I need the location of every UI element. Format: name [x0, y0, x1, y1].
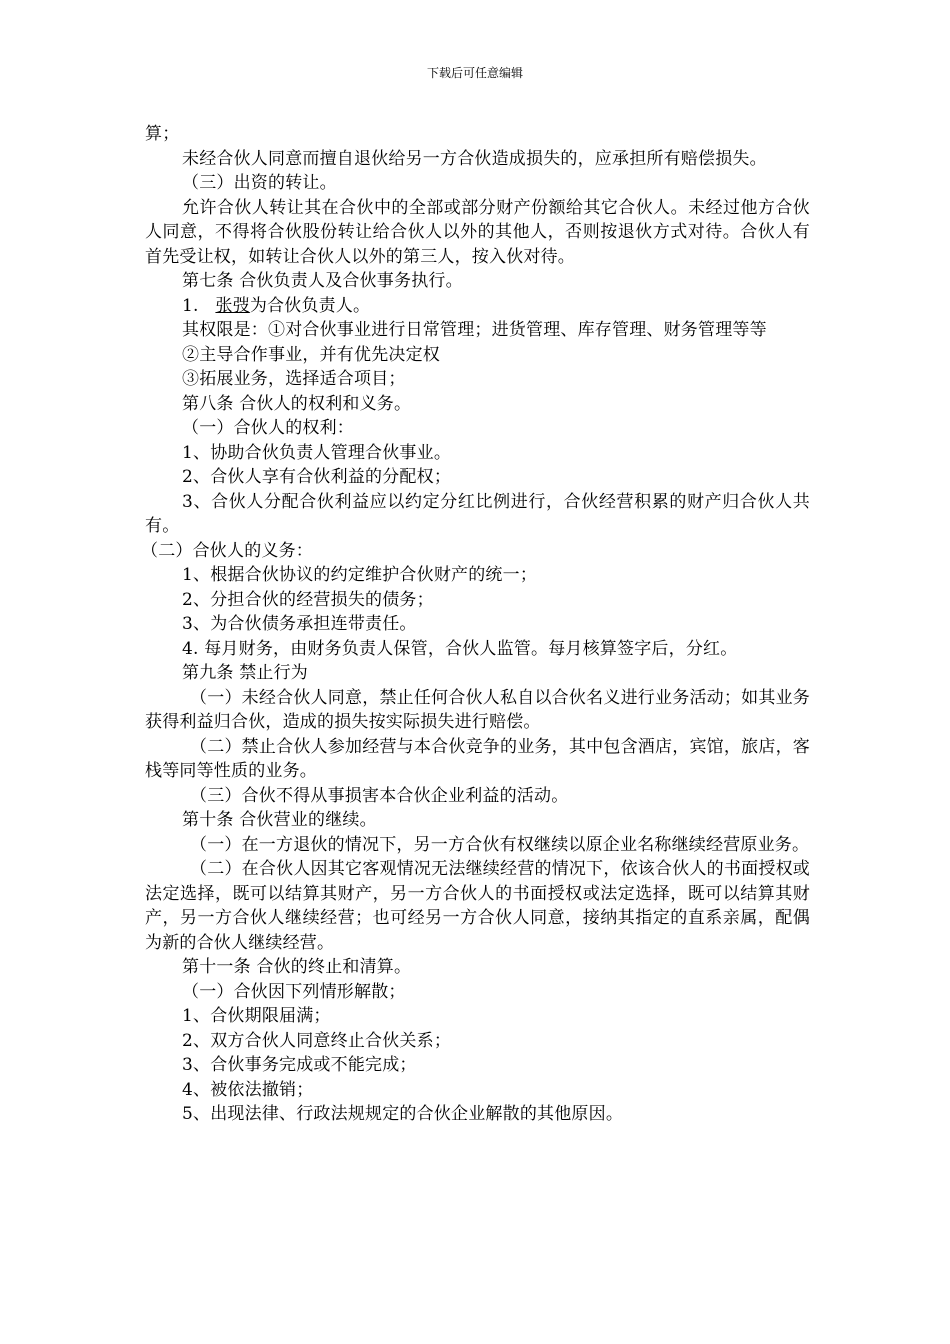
responsible-person-name: 张弢 [215, 295, 250, 316]
paragraph: （二）合伙人的义务： [141, 540, 313, 561]
document-body [141, 122, 810, 1127]
paragraph: ②主导合作事业，并有优先决定权 [182, 344, 440, 365]
list-item: 3、合伙事务完成或不能完成； [182, 1055, 417, 1075]
list-item: 4、被依法撤销； [182, 1079, 314, 1100]
paragraph: （二）在合伙人因其它客观情况无法继续经营的情况下，依该合伙人的书面授权或法定选择，既可以结算其财产，另一方合伙人的书面授权或法定选择，既可以结算其财产，另一方合伙人继续经营；也可经另一方合伙人同意，接纳其指定的直系亲属，配偶为新的合伙人继续经营。 [145, 859, 810, 953]
paragraph: （三）出资的转让。 [182, 173, 337, 193]
article-heading: 第七条 合伙负责人及合伙事务执行。 [182, 271, 463, 291]
paragraph: ③拓展业务，选择适合项目； [182, 369, 406, 389]
list-item: 1、合伙期限届满； [182, 1006, 331, 1026]
paragraph [145, 294, 810, 319]
list-item: 1、协助合伙负责人管理合伙事业。 [182, 442, 452, 463]
paragraph: 算； [145, 124, 180, 144]
article-heading: 第八条 合伙人的权利和义务。 [182, 393, 412, 414]
paragraph: （一）合伙因下列情形解散； [182, 981, 406, 1002]
paragraph: （一）未经合伙人同意，禁止任何合伙人私自以合伙名义进行业务活动；如其业务获得利益归合伙，造成的损失按实际损失进行赔偿。 [145, 687, 810, 732]
page-header: 下载后可任意编辑 [426, 66, 523, 80]
paragraph-text: 为合伙负责人。 [249, 295, 371, 316]
list-item: 5、出现法律、行政法规规定的合伙企业解散的其他原因。 [182, 1104, 624, 1124]
paragraph: 允许合伙人转让其在合伙中的全部或部分财产份额给其它合伙人。未经过他方合伙人同意，不得将合伙股份转让给合伙人以外的其他人，否则按退伙方式对待。合伙人有首先受让权，如转让合伙人以外的第三人，按入伙对待。 [145, 197, 810, 267]
article-heading: 第十条 合伙营业的继续。 [182, 810, 377, 830]
list-number: 1. [182, 295, 216, 316]
list-item: 2、合伙人享有合伙利益的分配权； [182, 467, 452, 487]
list-item: 2、双方合伙人同意终止合伙关系； [182, 1030, 452, 1051]
list-item: 2、分担合伙的经营损失的债务； [182, 589, 434, 610]
paragraph: （二）禁止合伙人参加经营与本合伙竞争的业务，其中包含酒店，宾馆，旅店，客栈等同等性质的业务。 [145, 736, 810, 781]
list-item: 4. 每月财务，由财务负责人保管，合伙人监管。每月核算签字后，分红。 [182, 638, 738, 659]
list-item: 3、为合伙债务承担连带责任。 [182, 614, 417, 634]
paragraph: 未经合伙人同意而擅自退伙给另一方合伙造成损失的，应承担所有赔偿损失。 [182, 148, 767, 169]
paragraph: 其权限是：①对合伙事业进行日常管理；进货管理、库存管理、财务管理等等 [182, 320, 767, 340]
paragraph: （一）合伙人的权利： [182, 418, 354, 438]
article-heading: 第九条 禁止行为 [182, 663, 309, 683]
paragraph: （三）合伙不得从事损害本合伙企业利益的活动。 [190, 785, 569, 806]
list-item: 3、合伙人分配合伙利益应以约定分红比例进行，合伙经营积累的财产归合伙人共有。 [145, 491, 810, 536]
paragraph: （一）在一方退伙的情况下，另一方合伙有权继续以原企业名称继续经营原业务。 [190, 834, 810, 855]
article-heading: 第十一条 合伙的终止和清算。 [182, 957, 412, 977]
list-item: 1、根据合伙协议的约定维护合伙财产的统一； [182, 565, 538, 585]
